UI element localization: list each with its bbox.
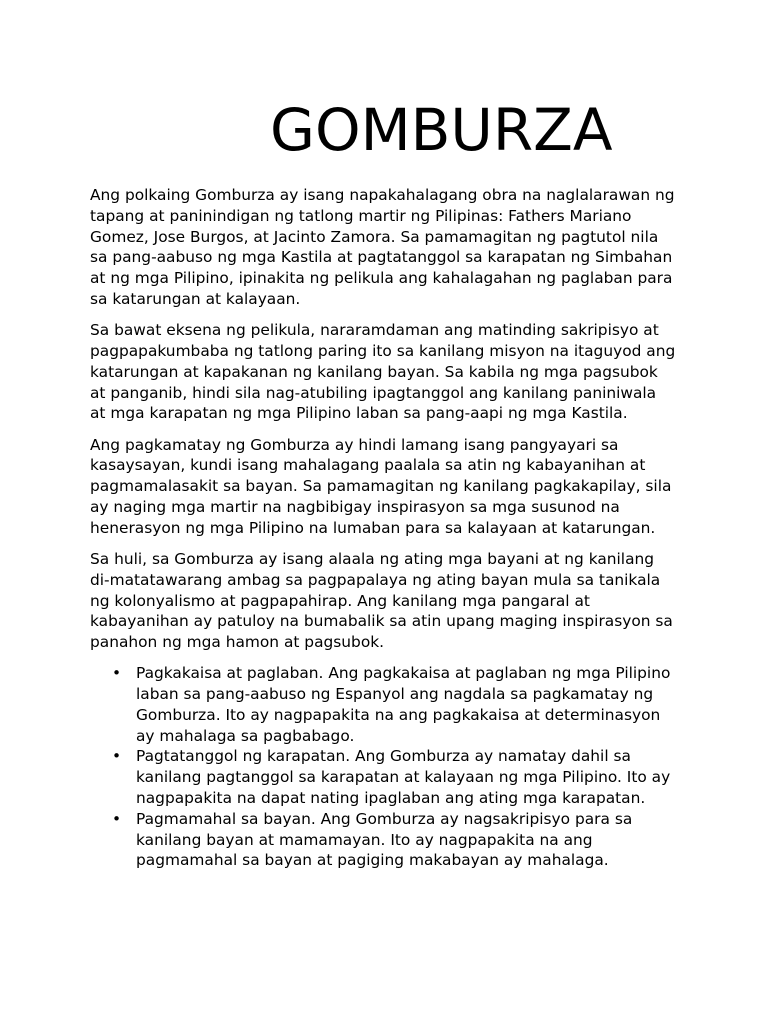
bullet-item-1 xyxy=(90,663,676,746)
bullet-list xyxy=(90,663,676,871)
document-title: GOMBURZA xyxy=(270,96,613,164)
bullet-item-3 xyxy=(90,809,676,871)
paragraph-1: Ang polkaing Gomburza ay isang napakahalagang obra na naglalarawan ng tapang at paninindigan ng tatlong martir ng Pilipinas: Fathers Mariano Gomez, Jose Burgos, at Jacinto Zamora. Sa pamamagitan ng pagtutol nila sa pang-aabuso ng mga Kastila at pagtatanggol sa karapatan ng Simbahan at ng mga Pilipino, ipinakita ng pelikula ang kahalagahan ng paglaban para sa katarungan at kalayaan. xyxy=(90,186,675,308)
bullet-text: Pagkakaisa at paglaban. Ang pagkakaisa at paglaban ng mga Pilipino laban sa pang-aabuso ng Espanyol ang nagdala sa pagkamatay ng Gomburza. Ito ay nagpapakita na ang pagkakaisa at determinasyon ay mahalaga sa pagbabago. xyxy=(136,664,671,745)
bullet-text: Pagmamahal sa bayan. Ang Gomburza ay nagsakripisyo para sa kanilang bayan at mamamayan. Ito ay nagpapakita na ang pagmamahal sa bayan at pagiging makabayan ay mahalaga. xyxy=(136,809,633,870)
paragraph-4: Sa huli, sa Gomburza ay isang alaala ng ating mga bayani at ng kanilang di-matatawarang ambag sa pagpapalaya ng ating bayan mula sa tanikala ng kolonyalismo at pagpapahirap. Ang kanilang mga pangaral at kabayanihan ay patuloy na bumabalik sa atin upang maging inspirasyon sa panahon ng mga hamon at pagsubok. xyxy=(90,549,673,652)
bullet-icon: • xyxy=(112,809,122,828)
bullet-icon: • xyxy=(112,747,122,766)
document-body xyxy=(90,185,676,871)
paragraph-2: Sa bawat eksena ng pelikula, nararamdaman ang matinding sakripisyo at pagpapakumbaba ng tatlong paring ito sa kanilang misyon na itaguyod ang katarungan at kapakanan ng kanilang bayan. Sa kabila ng mga pagsubok at panganib, hindi sila nag-atubiling ipagtanggol ang kanilang paniniwala at mga karapatan ng mga Pilipino laban sa pang-aapi ng mga Kastila. xyxy=(90,321,676,423)
paragraph-3: Ang pagkamatay ng Gomburza ay hindi lamang isang pangyayari sa kasaysayan, kundi isang mahalagang paalala sa atin ng kabayanihan at pagmamalasakit sa bayan. Sa pamamagitan ng kanilang pagkakapilay, sila ay naging mga martir na nagbibigay inspirasyon sa mga susunod na henerasyon ng mga Pilipino na lumaban para sa kalayaan at katarungan. xyxy=(90,435,672,537)
bullet-icon: • xyxy=(112,664,122,683)
bullet-text: Pagtatanggol ng karapatan. Ang Gomburza ay namatay dahil sa kanilang pagtanggol sa karapatan at kalayaan ng mga Pilipino. Ito ay nagpapakita na dapat nating ipaglaban ang ating mga karapatan. xyxy=(136,747,671,808)
bullet-item-2 xyxy=(90,746,676,808)
